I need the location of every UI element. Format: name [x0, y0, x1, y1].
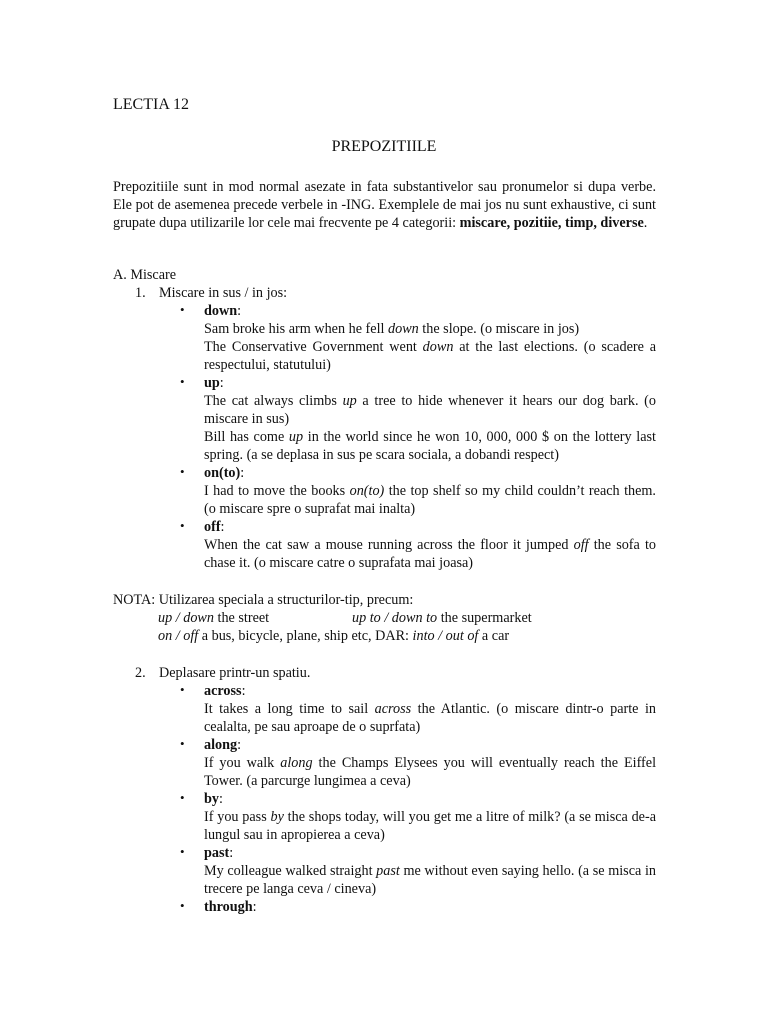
example-text: The cat always climbs [204, 393, 343, 409]
intro-text: Prepozitiile sunt in mod normal asezate in fata substantivelor sau pronumelor si dupa verbe. Ele pot de asemenea precede verbele in -ING. Exemplele de mai jos nu sunt exhaustive, ci sunt grupate dupa utilizarile lor cele mai frecvente pe 4 categorii: [113, 179, 656, 231]
example-text: me without even saying hello. (a se misca in trecere pe langa ceva / cineva) [204, 863, 656, 897]
list-item-term-line [204, 374, 656, 392]
example-sentence [204, 320, 656, 338]
bullet-icon: • [180, 682, 185, 697]
list-item [180, 302, 656, 374]
bullet-icon: • [180, 844, 185, 859]
example-preposition: across [374, 701, 412, 717]
example-text: the Atlantic. (o miscare dintr-o parte in cealalta, pe sau aproape de o suprfata) [204, 701, 656, 735]
example-preposition: down [388, 321, 419, 337]
list-item [180, 898, 656, 916]
example-text: When the cat saw a mouse running across the floor it jumped [204, 537, 574, 553]
preposition-term: up [204, 375, 220, 391]
example-text: If you walk [204, 755, 281, 771]
bullet-list-2 [180, 682, 656, 916]
example-preposition: on(to) [349, 483, 385, 499]
example-sentence [204, 754, 656, 790]
list-item-term-line [204, 682, 656, 700]
bullet-icon: • [180, 898, 185, 913]
note-example-2 [352, 609, 532, 627]
example-preposition: up [288, 429, 304, 445]
list-item [180, 844, 656, 898]
example-sentence [204, 392, 656, 428]
preposition-term: across [204, 683, 242, 699]
section-heading-a: A. Miscare [113, 267, 177, 283]
example-preposition: down [422, 339, 454, 355]
example-text: the shops today, will you get me a litre of milk? (a se misca de-a lungul sau in apropierea a ceva) [204, 809, 656, 843]
example-text: Bill has come [204, 429, 289, 445]
list-item [180, 736, 656, 790]
subsection-1 [135, 284, 287, 302]
example-text: The Conservative Government went [204, 339, 423, 355]
note-label: NOTA: Utilizarea speciala a structurilor-tip, precum: [113, 592, 414, 608]
example-sentence [204, 862, 656, 898]
list-item [180, 374, 656, 464]
example-sentence [204, 428, 656, 464]
example-text: It takes a long time to sail [204, 701, 375, 717]
term-colon: : [220, 519, 225, 535]
example-text: If you pass [204, 809, 271, 825]
note-example-2-text: the supermarket [437, 610, 532, 626]
bullet-icon: • [180, 790, 185, 805]
example-preposition: by [270, 809, 284, 825]
subsection-title: Miscare in sus / in jos: [159, 285, 288, 301]
bullet-icon: • [180, 374, 185, 389]
example-preposition: off [573, 537, 589, 553]
example-text: at the last elections. (o scadere a respectului, statutului) [204, 339, 656, 373]
example-text: the Champs Elysees you will eventually reach the Eiffel Tower. (a parcurge lungimea a ceva) [204, 755, 657, 789]
preposition-term: on(to) [204, 465, 241, 481]
note-example-3-text-2: a car [478, 628, 510, 644]
example-sentence [204, 536, 656, 572]
note-example-3 [158, 627, 509, 645]
bullet-icon: • [180, 464, 185, 479]
note-example-1 [158, 609, 269, 627]
example-text: Sam broke his arm when he fell [204, 321, 388, 337]
term-colon: : [237, 303, 242, 319]
note-example-3-prep-2: into / out of [412, 628, 479, 644]
bullet-icon: • [180, 736, 185, 751]
list-item [180, 464, 656, 518]
list-item-term-line [204, 844, 656, 862]
term-colon: : [252, 899, 257, 915]
note-example-3-prep: on / off [158, 628, 199, 644]
example-text: in the world since he won 10, 000, 000 $ on the lottery last spring. (a se deplasa in sus pe scara sociala, a dobandi respect) [204, 429, 656, 463]
example-sentence [204, 808, 656, 844]
list-item [180, 682, 656, 736]
page-title: PREPOZITIILE [331, 138, 437, 155]
list-item-term-line [204, 518, 656, 536]
list-item [180, 790, 656, 844]
subsection-number: 1. [135, 285, 146, 301]
example-sentence [204, 482, 656, 518]
example-preposition: past [376, 863, 400, 879]
list-item-term-line [204, 790, 656, 808]
example-text: My colleague walked straight [204, 863, 377, 879]
list-item-term-line [204, 464, 656, 482]
term-colon: : [241, 683, 246, 699]
list-item-term-line [204, 898, 656, 916]
example-text: the top shelf so my child couldn’t reach them. (o miscare spre o suprafat mai inalta) [204, 483, 656, 517]
note-example-1-prep: up / down [158, 610, 214, 626]
subsection-number: 2. [135, 665, 146, 681]
subsection-2 [135, 664, 310, 682]
bullet-icon: • [180, 302, 185, 317]
term-colon: : [219, 375, 224, 391]
intro-paragraph [113, 178, 656, 232]
list-item-term-line [204, 302, 656, 320]
preposition-term: along [204, 737, 238, 753]
example-sentence [204, 700, 656, 736]
note-example-3-text: a bus, bicycle, plane, ship etc, DAR: [198, 628, 413, 644]
term-colon: : [240, 465, 245, 481]
example-text: the sofa to chase it. (o miscare catre o suprafata mai joasa) [204, 537, 656, 571]
bullet-list-1 [180, 302, 656, 572]
preposition-term: off [204, 519, 221, 535]
preposition-term: by [204, 791, 219, 807]
term-colon: : [229, 845, 234, 861]
preposition-term: down [204, 303, 238, 319]
example-text: a tree to hide whenever it hears our dog bark. (o miscare in sus) [204, 393, 657, 427]
example-preposition: up [342, 393, 357, 409]
preposition-term: through [204, 899, 253, 915]
lesson-title: LECTIA 12 [113, 96, 189, 113]
preposition-term: past [204, 845, 230, 861]
example-preposition: along [280, 755, 313, 771]
subsection-title: Deplasare printr-un spatiu. [159, 665, 311, 681]
term-colon: : [218, 791, 223, 807]
example-text: I had to move the books [204, 483, 350, 499]
term-colon: : [237, 737, 242, 753]
intro-categories: miscare, pozitiie, timp, diverse [459, 215, 644, 231]
example-sentence [204, 338, 656, 374]
note-example-2-prep: up to / down to [352, 610, 438, 626]
list-item [180, 518, 656, 572]
example-text: the slope. (o miscare in jos) [418, 321, 580, 337]
list-item-term-line [204, 736, 656, 754]
note-example-1-text: the street [213, 610, 270, 626]
bullet-icon: • [180, 518, 185, 533]
intro-end: . [643, 215, 648, 231]
